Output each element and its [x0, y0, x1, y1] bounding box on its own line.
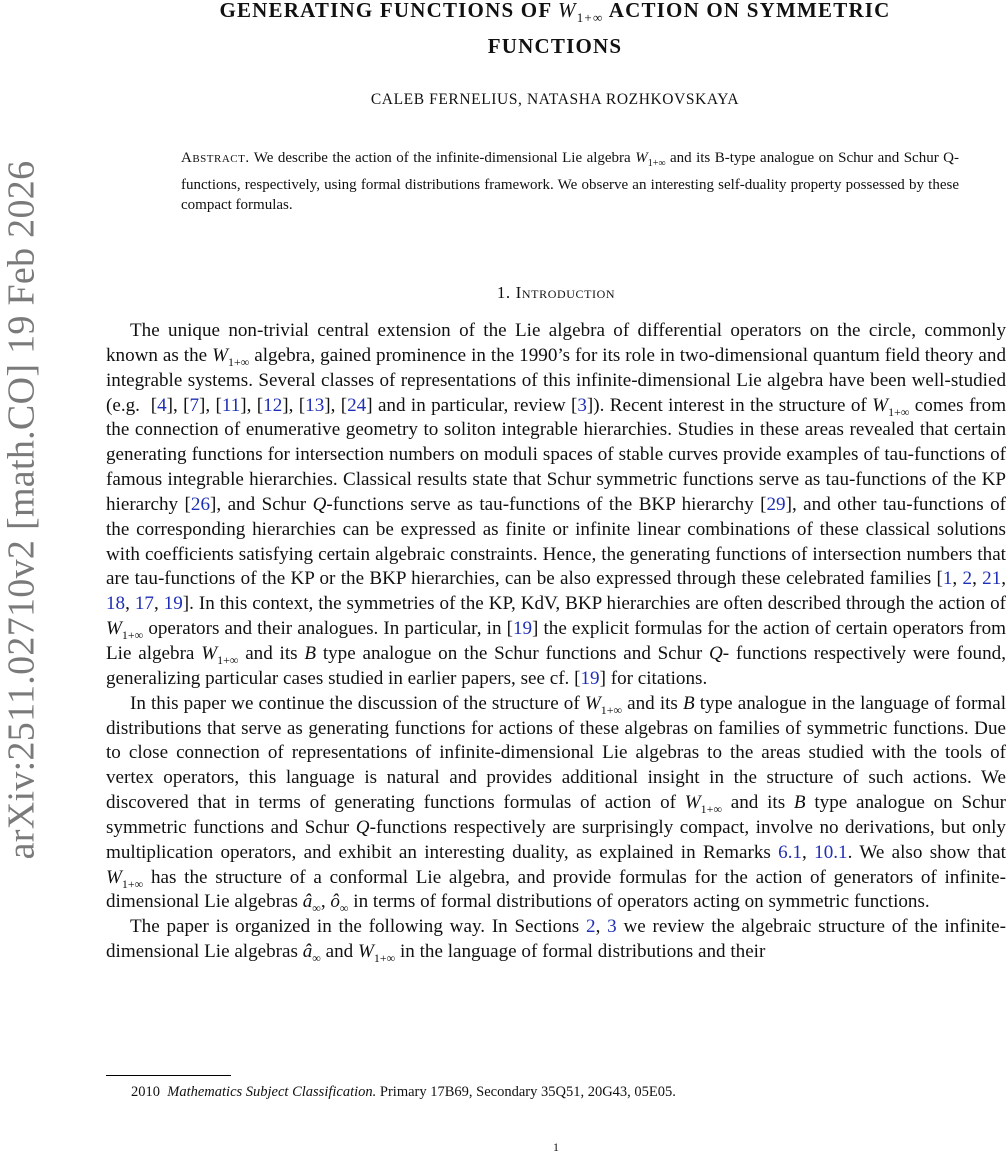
citation-link[interactable]: 11: [221, 394, 241, 416]
paragraph-1: The unique non-trivial central extension of the Lie algebra of differential operators on the circle, commonly known as the $W_{1+\infty}$ algebra, gained prominence in the 1990’s for its role in two-dimensional quantum field theory and integrable systems. Several classes of representations of this infinite-dimensional Lie algebra have been well-studied (e.g. [4], [7], [11], [12], [13], [24] and in particular, review [3]). Recent interest in the structure of $W_{1+\infty}$ comes from the connection of enumerative geometry to soliton integrable hierarchies. Studies in these areas revealed that certain generating functions for intersection numbers on moduli spaces of stable curves provide examples of tau-functions of famous integrable hierarchies. Classical results state that Schur symmetric functions serve as tau-functions of the KP hierarchy [26], and Schur Q-functions serve as tau-functions of the BKP hierarchy [29], and other tau-functions of the corresponding hierarchies can be expressed as finite or infinite linear combinations of these classical solutions with coefficients satisfying certain algebraic constraints. Hence, the generating functions of intersection numbers that are tau-functions of the KP or the BKP hierarchies, can be also expressed through these celebrated families [1, 2, 21, 18, 17, 19]. In this context, the symmetries of the KP, KdV, BKP hierarchies are often described through the action of $W_{1+\infty}$ operators and their analogues. In particular, in [19] the explicit formulas for the action of certain operators from Lie algebra $W_{1+\infty}$ and its B type analogue on the Schur functions and Schur Q- functions respectively were found, generalizing particular cases studied in earlier papers, see cf. [19] for citations.: [106, 320, 1007, 689]
section-heading: 1. Introduction: [496, 283, 616, 302]
footnote-rule: [106, 1075, 231, 1076]
citation-link[interactable]: 29: [766, 493, 786, 515]
section-link[interactable]: 2: [586, 916, 596, 938]
citation-link[interactable]: 17: [134, 593, 154, 615]
citation-link[interactable]: 21: [982, 568, 1002, 590]
authors: CALEB FERNELIUS, NATASHA ROZHKOVSKAYA: [370, 91, 740, 108]
citation-link[interactable]: 7: [189, 394, 200, 416]
section-link[interactable]: 3: [607, 916, 617, 938]
arxiv-sidebar-stamp: [0, 120, 52, 900]
citation-link[interactable]: 19: [163, 593, 183, 615]
citation-link[interactable]: 4: [157, 394, 167, 416]
citation-link[interactable]: 18: [106, 593, 126, 615]
title-text-1: GENERATING FUNCTIONS OF: [219, 0, 552, 22]
citation-link[interactable]: 12: [263, 394, 283, 416]
citation-link[interactable]: 1: [942, 568, 953, 590]
paper-body: [106, 319, 1006, 965]
footnote: 2010 Mathematics Subject Classification. Primary 17B69, Secondary 35Q51, 20G43, 05E05.: [131, 1084, 676, 1100]
paper-title: [150, 0, 960, 61]
citation-link[interactable]: 2: [962, 568, 973, 590]
remark-link[interactable]: 6.1: [778, 841, 803, 863]
page-number: 1: [553, 1140, 559, 1154]
paragraph-3: The paper is organized in the following way. In Sections 2, 3 we review the algebraic structure of the infinite-dimensional Lie algebras $â_\infty$ and $W_{1+\infty}$ in the language of formal distributions and their: [106, 916, 1007, 965]
abstract: Abstract. We describe the action of the infinite-dimensional Lie algebra $W_{1+\infty}$ and its B-type analogue on Schur and Schur Q-functions, respectively, using formal distributions framework. We observe an interesting self-duality property possessed by these compact formulas.: [181, 150, 960, 213]
title-algebra: $W_{1+\infty}$: [558, 0, 604, 26]
arxiv-id: arXiv:2511.02710v2 [math.CO] 19 Feb 2026: [0, 160, 42, 860]
citation-link[interactable]: 3: [577, 394, 587, 416]
citation-link[interactable]: 13: [305, 394, 325, 416]
citation-link[interactable]: 19: [512, 618, 533, 640]
citation-link[interactable]: 19: [580, 667, 600, 689]
paragraph-2: In this paper we continue the discussion of the structure of $W_{1+\infty}$ and its B type analogue in the language of formal distributions that serve as generating functions for actions of these algebras on families of symmetric functions. Due to close connection of representations of infinite-dimensional Lie algebras to the areas studied with the tools of vertex operators, this language is natural and provides additional insight in the structure of such actions. We discovered that in terms of generating functions formulas of action of $W_{1+\infty}$ and its B type analogue on Schur symmetric functions and Schur Q-functions respectively are surprisingly compact, involve no derivations, but only multiplication operators, and exhibit an interesting duality, as explained in Remarks 6.1, 10.1. We also show that $W_{1+\infty}$ has the structure of a conformal Lie algebra, and provide formulas for the action of generators of infinite-dimensional Lie algebras $â_\infty$, $ô_\infty$ in terms of formal distributions of operators acting on symmetric functions.: [106, 692, 1007, 916]
abstract-label: Abstract.: [181, 150, 250, 166]
citation-link[interactable]: 24: [347, 394, 367, 416]
citation-link[interactable]: 26: [190, 493, 210, 515]
remark-link[interactable]: 10.1: [814, 841, 848, 863]
title-text-2: ACTION ON SYMMETRIC FUNCTIONS: [487, 0, 891, 59]
